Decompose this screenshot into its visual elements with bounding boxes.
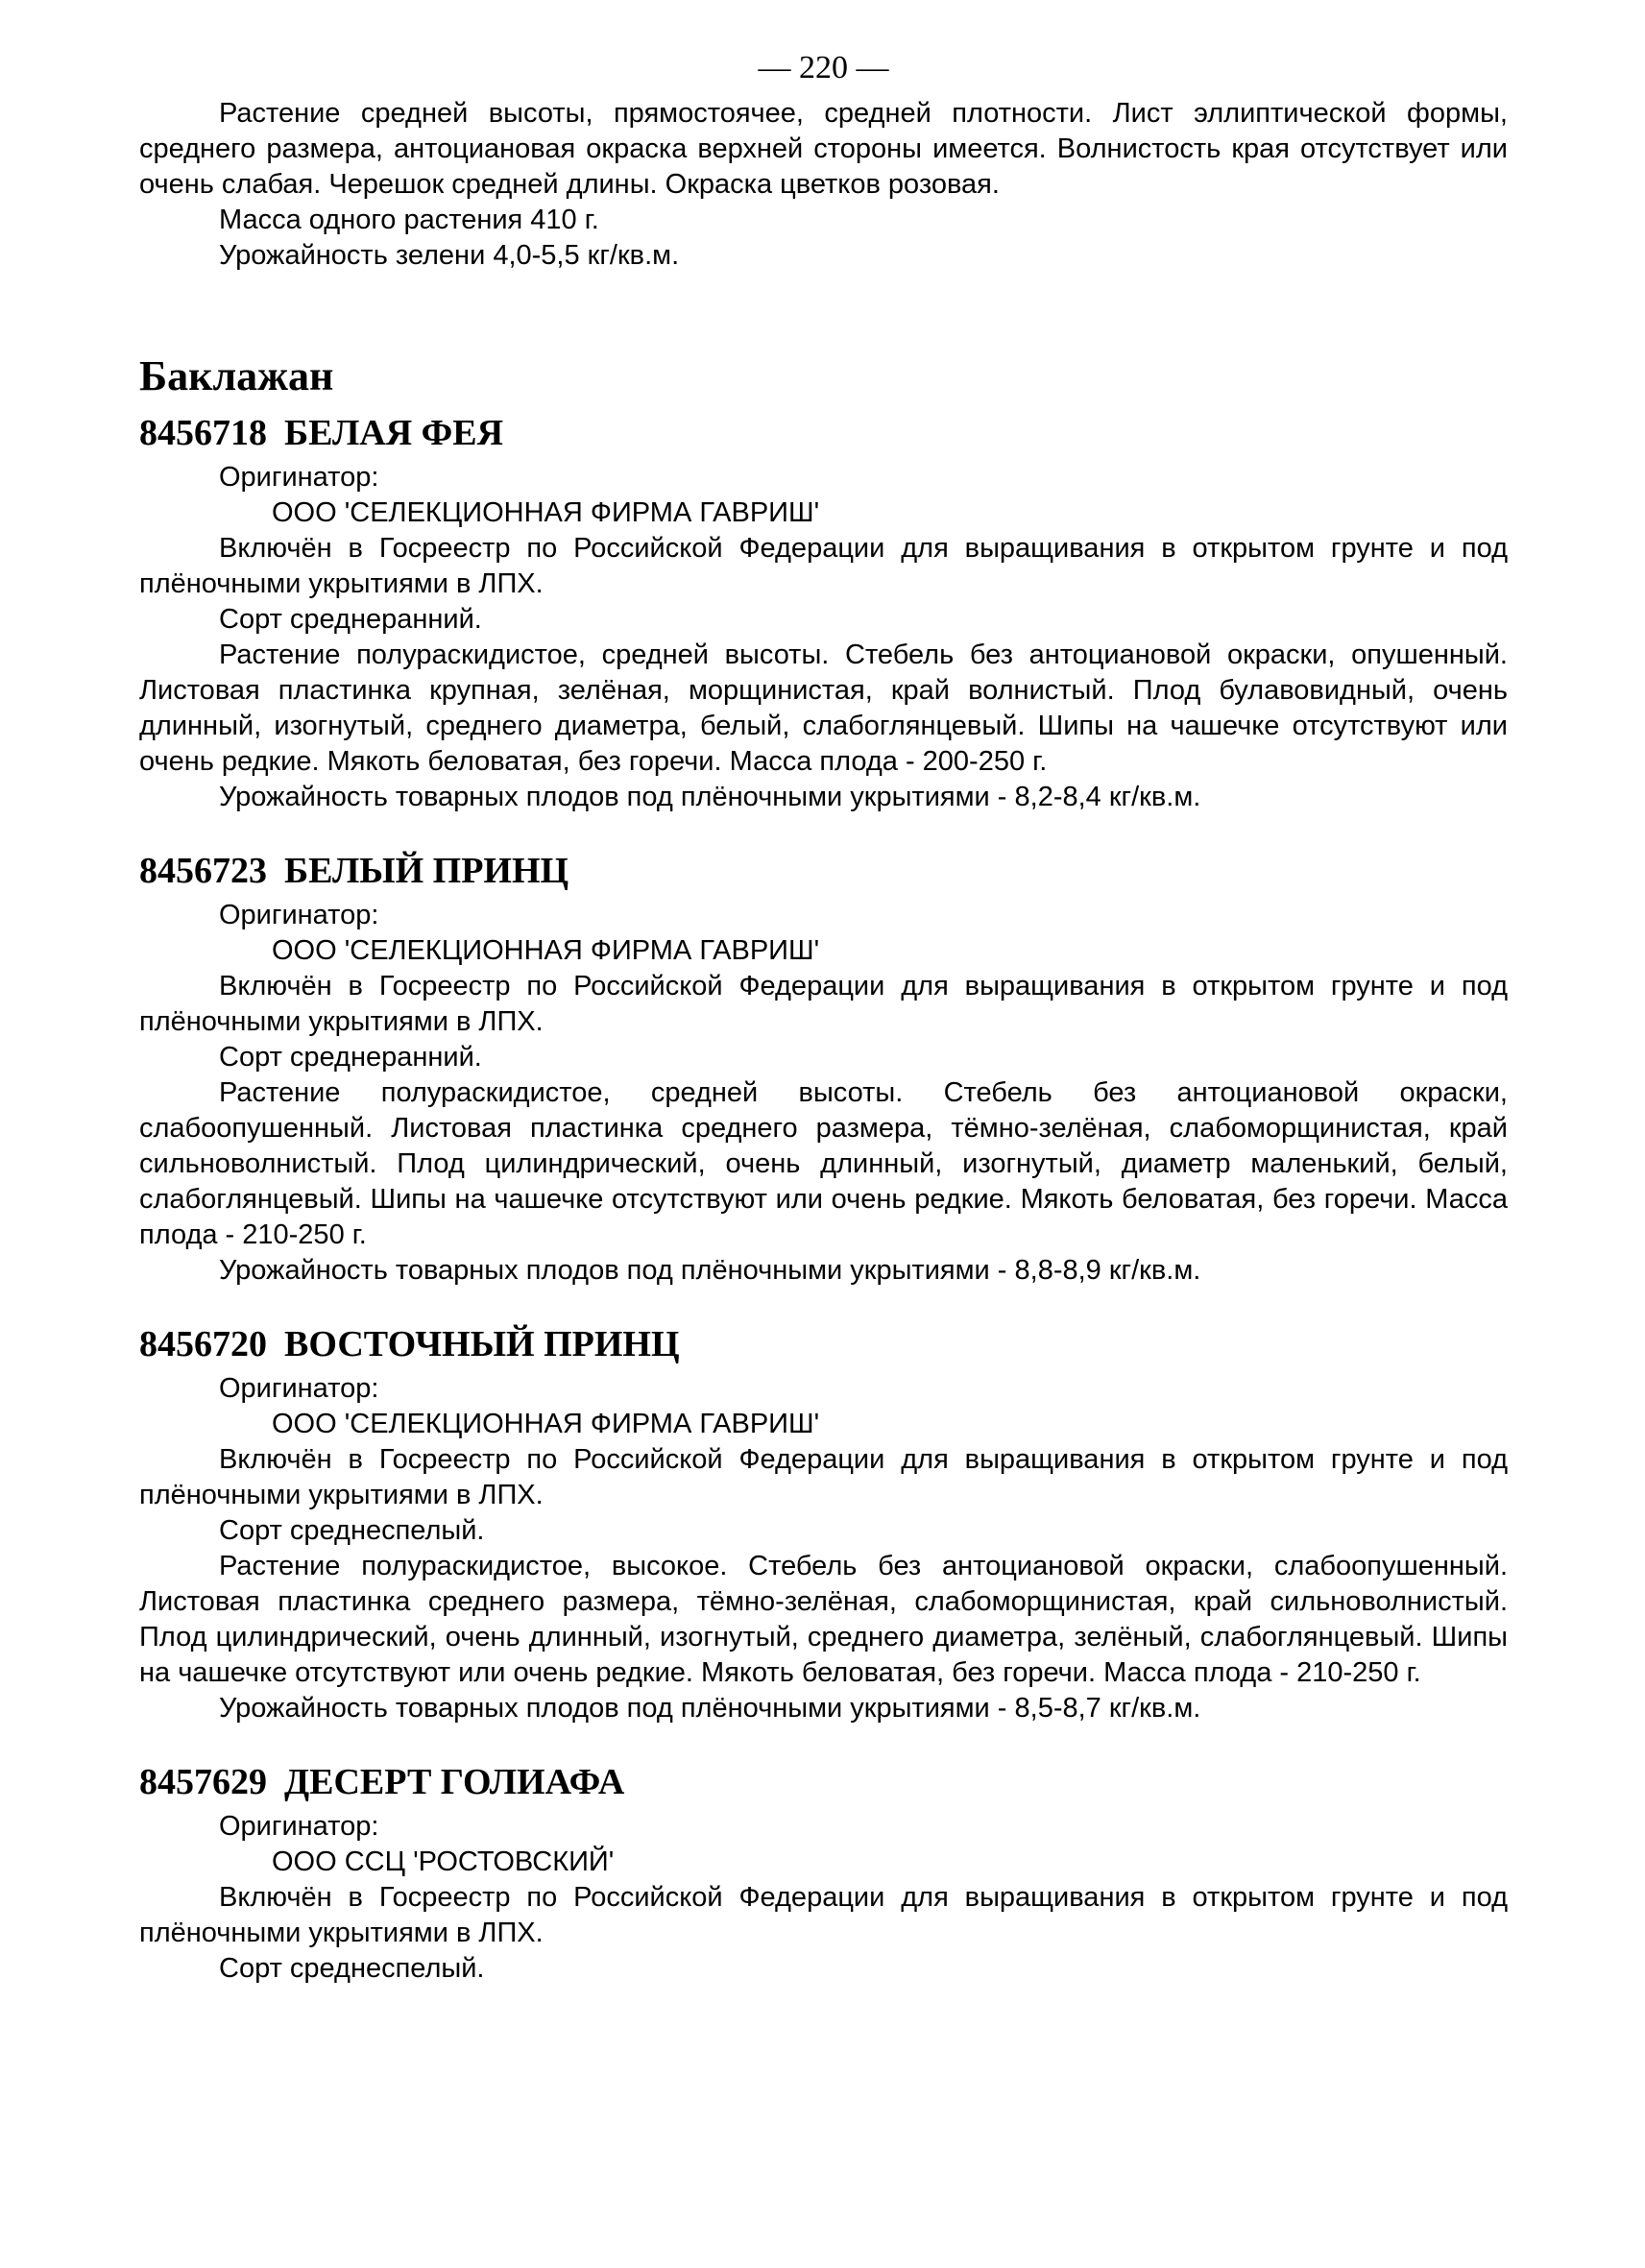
variety-code: 8456723	[139, 851, 267, 891]
intro-yield: Урожайность зелени 4,0-5,5 кг/кв.м.	[219, 240, 680, 271]
variety-code: 8457629	[139, 1762, 267, 1802]
maturity-text: Сорт среднеспелый.	[219, 1515, 485, 1546]
description-text: Растение полураскидистое, средней высоты. Стебель без антоциановой окраски, слабоопушенный. Листовая пластинка среднего размера, тёмно-зелёная, слабоморщинистая, край сильноволнистый. Плод цилиндрический, очень длинный, изогнутый, диаметр маленький, белый, слабоглянцевый. Шипы на чашечке отсутствуют или очень редкие. Мякоть беловатая, без горечи. Масса плода - 210-250 г.	[139, 1077, 1508, 1250]
variety-entry	[139, 1323, 1508, 1726]
intro-description: Растение средней высоты, прямостоячее, средней плотности. Лист эллиптической формы, среднего размера, антоциановая окраска верхней стороны имеется. Волнистость края отсутствует или очень слабая. Черешок средней длины. Окраска цветков розовая.	[139, 98, 1508, 200]
spacer	[139, 815, 1508, 850]
variety-name: ДЕСЕРТ ГОЛИАФА	[284, 1762, 625, 1802]
originator-label: Оригинатор:	[219, 462, 379, 493]
registry-text: Включён в Госреестр по Российской Федерации для выращивания в открытом грунте и под плёночными укрытиями в ЛПХ.	[139, 971, 1508, 1037]
variety-entry	[139, 850, 1508, 1289]
section-title: Баклажан	[139, 352, 334, 399]
intro-block	[139, 96, 1508, 274]
yield-text: Урожайность товарных плодов под плёночными укрытиями - 8,8-8,9 кг/кв.м.	[219, 1255, 1201, 1286]
variety-heading	[139, 850, 1508, 892]
variety-heading	[139, 412, 1508, 454]
variety-heading	[139, 1761, 1508, 1803]
variety-name: БЕЛАЯ ФЕЯ	[284, 413, 504, 453]
originator-name: ООО ССЦ 'РОСТОВСКИЙ'	[272, 1846, 615, 1877]
originator-label: Оригинатор:	[219, 900, 379, 930]
originator-name: ООО 'СЕЛЕКЦИОННАЯ ФИРМА ГАВРИШ'	[272, 1409, 820, 1439]
description-text: Растение полураскидистое, средней высоты. Стебель без антоциановой окраски, опушенный. Листовая пластинка крупная, зелёная, морщинистая, край волнистый. Плод булавовидный, очень длинный, изогнутый, среднего диаметра, белый, слабоглянцевый. Шипы на чашечке отсутствуют или очень редкие. Мякоть беловатая, без горечи. Масса плода - 200-250 г.	[139, 639, 1508, 777]
variety-entry	[139, 1761, 1508, 1987]
yield-text: Урожайность товарных плодов под плёночными укрытиями - 8,5-8,7 кг/кв.м.	[219, 1693, 1201, 1724]
spacer	[139, 1726, 1508, 1761]
registry-text: Включён в Госреестр по Российской Федерации для выращивания в открытом грунте и под плёночными укрытиями в ЛПХ.	[139, 1882, 1508, 1948]
maturity-text: Сорт среднеранний.	[219, 1042, 482, 1073]
yield-text: Урожайность товарных плодов под плёночными укрытиями - 8,2-8,4 кг/кв.м.	[219, 782, 1201, 812]
intro-plant-mass: Масса одного растения 410 г.	[219, 205, 599, 235]
variety-heading	[139, 1323, 1508, 1365]
variety-entry	[139, 412, 1508, 815]
originator-name: ООО 'СЕЛЕКЦИОННАЯ ФИРМА ГАВРИШ'	[272, 935, 820, 966]
spacer	[139, 1289, 1508, 1323]
originator-label: Оригинатор:	[219, 1373, 379, 1404]
spacer	[139, 274, 1508, 352]
page-number: — 220 —	[758, 50, 889, 85]
registry-text: Включён в Госреестр по Российской Федерации для выращивания в открытом грунте и под плёночными укрытиями в ЛПХ.	[139, 1444, 1508, 1510]
variety-code: 8456718	[139, 413, 267, 453]
originator-label: Оригинатор:	[219, 1811, 379, 1842]
maturity-text: Сорт среднеспелый.	[219, 1953, 485, 1984]
document-page	[139, 50, 1508, 1987]
variety-code: 8456720	[139, 1324, 267, 1364]
maturity-text: Сорт среднеранний.	[219, 604, 482, 635]
registry-text: Включён в Госреестр по Российской Федерации для выращивания в открытом грунте и под плёночными укрытиями в ЛПХ.	[139, 533, 1508, 599]
variety-name: ВОСТОЧНЫЙ ПРИНЦ	[284, 1324, 680, 1364]
variety-name: БЕЛЫЙ ПРИНЦ	[284, 851, 569, 891]
originator-name: ООО 'СЕЛЕКЦИОННАЯ ФИРМА ГАВРИШ'	[272, 497, 820, 528]
description-text: Растение полураскидистое, высокое. Стебель без антоциановой окраски, слабоопушенный. Листовая пластинка среднего размера, тёмно-зелёная, слабоморщинистая, край сильноволнистый. Плод цилиндрический, очень длинный, изогнутый, среднего диаметра, зелёный, слабоглянцевый. Шипы на чашечке отсутствуют или очень редкие. Мякоть беловатая, без горечи. Масса плода - 210-250 г.	[139, 1551, 1508, 1688]
